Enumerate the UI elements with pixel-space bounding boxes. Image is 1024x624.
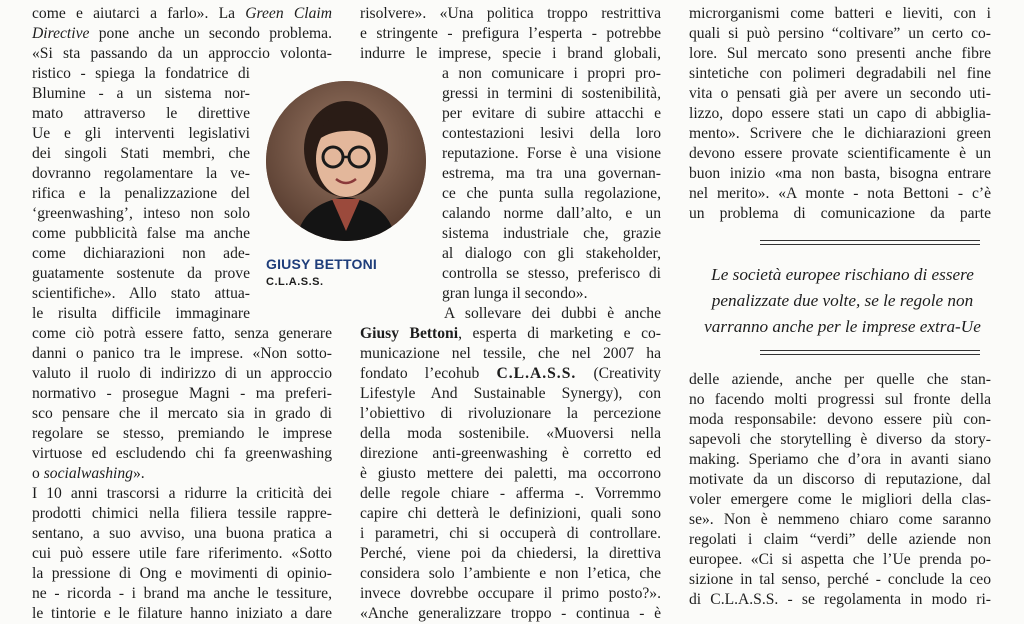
text-line: considera solo l’ambiente e non l’etica, che [360, 565, 661, 582]
text-line: se». Non è nemmeno chiaro come saranno [689, 511, 991, 528]
text-line: danni o panico tra le imprese. «Non sotto- [32, 345, 332, 362]
text-line: contestazioni lesivi della loro [442, 125, 661, 142]
text-line: indurre le imprese, specie i brand globali, [360, 45, 661, 62]
text-line: A sollevare dei dubbi è anche [444, 305, 661, 322]
text-line: microrganismi come batteri e lieviti, con i [689, 5, 991, 22]
text-line: come e aiutarci a farlo». La Green Claim [32, 5, 332, 22]
text-line: Perché, viene poi da chiedersi, la direttiva [360, 545, 661, 562]
text-line: motivate da un discorso di reputazione, dal [689, 471, 991, 488]
text-line: sintetiche con polimeri degradabili nel fine [689, 65, 991, 82]
pull-quote-line: Le società europee rischiano di essere [711, 265, 974, 284]
text-line: devono essere provate scientificamente è un [689, 145, 991, 162]
text-line: guatamente sostenute da prove [32, 265, 250, 282]
text-line: controlla se stesso, preferisco di [442, 265, 661, 282]
text-line: regolare se stesso, premiando le imprese [32, 425, 332, 442]
text-line: capire chi detterà le definizioni, quali sono [360, 505, 661, 522]
text-line: le risulta difficile immaginare [32, 305, 250, 322]
text-line: sistema industriale che, grazie [442, 225, 661, 242]
text-line: per evitare di subire attacchi e [442, 105, 661, 122]
text-line: vita o pensati già per avere un secondo uti- [689, 85, 991, 102]
text-line: e stringente - prefigura l’esperta - potrebbe [360, 25, 661, 42]
text-line: normativo - prosegue Magni - ma preferi- [32, 385, 332, 402]
text-line: gran lunga il secondo». [442, 285, 588, 302]
text-line: come ciò potrà essere fatto, senza generare [32, 325, 332, 342]
text-line: come pubblicità false ma anche [32, 225, 250, 242]
text-line: ristico - spiega la fondatrice di [32, 65, 250, 82]
text-line: lore. Sul mercato sono presenti anche fibre [689, 45, 991, 62]
pullquote-rule-top [760, 240, 980, 245]
text-line: direzione anti-greenwashing è corretto ed [360, 445, 661, 462]
text-line: delle regole chiare - afferma -. Vorremmo [360, 485, 661, 502]
text-line: cui può essere utile fare riferimento. «Sotto [32, 545, 332, 562]
text-line: sapevoli che storytelling è diverso da story- [689, 431, 991, 448]
text-line: moda responsabile: devono essere più con- [689, 411, 991, 428]
text-line: sizione in tal senso, perché - conclude la ceo [689, 571, 991, 588]
text-line: calando norme dall’alto, e un [442, 205, 661, 222]
text-line: ne - ricorda - i brand ma anche le tessiture, [32, 585, 332, 602]
text-line: di C.L.A.S.S. - se regolamenta in modo ri- [689, 591, 991, 608]
text-line: regolati i claim “verdi” delle aziende non [689, 531, 991, 548]
text-line: sco pensare che il mercato sia in grado di [32, 405, 332, 422]
pull-quote-line: varranno anche per le imprese extra-Ue [704, 317, 981, 336]
text-line: buon inizio «ma non basta, bisogna entrare [689, 165, 991, 182]
text-line: i parametri, chi si occuperà di controllare. [360, 525, 661, 542]
text-line: invece dovrebbe occupare il primo posto?». [360, 585, 661, 602]
portrait-org: C.L.A.S.S. [266, 276, 324, 288]
text-line: nel merito». «A monte - nota Bettoni - c’è [689, 185, 991, 202]
text-line: della moda sostenibile. «Muoversi nella [360, 425, 661, 442]
text-line: come dichiarazioni non ade- [32, 245, 250, 262]
text-line: al dialogo con gli stakeholder, [442, 245, 661, 262]
text-line: municazione nel tessile, che nel 2007 ha [360, 345, 661, 362]
text-line: dovranno regolamentare la ve- [32, 165, 250, 182]
text-line: Giusy Bettoni, esperta di marketing e co- [360, 325, 661, 342]
text-line: I 10 anni trascorsi a ridurre la criticità dei [32, 485, 332, 502]
text-line: mento». Scrivere che le dichiarazioni green [689, 125, 991, 142]
text-line: Directive pone anche un secondo problema. [32, 25, 332, 42]
text-line: voler emergere come le migliori della clas- [689, 491, 991, 508]
portrait-photo [266, 81, 426, 241]
text-line: quali si può persino “coltivare” un certo co- [689, 25, 991, 42]
text-line: mato attraverso le direttive [32, 105, 250, 122]
text-line: a non comunicare i propri pro- [442, 65, 661, 82]
text-line: rifica e la penalizzazione del [32, 185, 250, 202]
text-line: «Anche generalizzare troppo - continua - è [360, 605, 661, 622]
text-line: le tintorie e le filature hanno iniziato a dare [32, 605, 332, 622]
text-line: sentano, a suo avviso, una buona pratica a [32, 525, 332, 542]
text-line: estrema, ma tra una governan- [442, 165, 661, 182]
text-line: valuto il ruolo di indirizzo di un approccio [32, 365, 332, 382]
text-line: risolvere». «Una politica troppo restrittiva [360, 5, 661, 22]
text-line: l’obiettivo di rivoluzionare la percezione [360, 405, 661, 422]
portrait-name: GIUSY BETTONI [266, 256, 377, 272]
portrait-illustration [266, 81, 426, 241]
text-line: making. Speriamo che d’ora in avanti siano [689, 451, 991, 468]
text-line: lizzo, dopo essere stati un capo di abbiglia- [689, 105, 991, 122]
pull-quote-line: penalizzate due volte, se le regole non [711, 291, 974, 310]
text-line: delle aziende, anche per quelle che stan- [689, 371, 991, 388]
text-line: ‘greenwashing’, inteso non solo [32, 205, 250, 222]
text-line: un problema di comunicazione da parte [689, 205, 991, 222]
text-line: Ue e gli interventi legislativi [32, 125, 250, 142]
text-line: ce che punta sulla regolazione, [442, 185, 661, 202]
text-line: dei singoli Stati membri, che [32, 145, 250, 162]
text-line: Blumine - a un sistema nor- [32, 85, 250, 102]
text-line: «Si sta passando da un approccio volonta- [32, 45, 332, 62]
text-line: reputazione. Forse è una visione [442, 145, 661, 162]
text-line: scientifiche». Allo stato attua- [32, 285, 250, 302]
text-line: virtuose ed escludendo chi fa greenwashing [32, 445, 332, 462]
text-line: no facendo molti progressi sul fronte della [689, 391, 991, 408]
text-line: è giusto mettere dei paletti, ma occorrono [360, 465, 661, 482]
pull-quote [690, 262, 995, 340]
text-line: europee. «Ci si aspetta che l’Ue prenda po- [689, 551, 991, 568]
text-line: fondato l’ecohub C.L.A.S.S. (Creativity [360, 365, 661, 382]
text-line: o socialwashing». [32, 465, 145, 482]
text-line: Lifestyle And Sustainable Synergy), con [360, 385, 661, 402]
text-line: prodotti chimici nella filiera tessile rappre- [32, 505, 332, 522]
text-line: la pressione di Ong e movimenti di opinio- [32, 565, 332, 582]
text-line: gressi in termini di sostenibilità, [442, 85, 661, 102]
pullquote-rule-bottom [760, 350, 980, 355]
